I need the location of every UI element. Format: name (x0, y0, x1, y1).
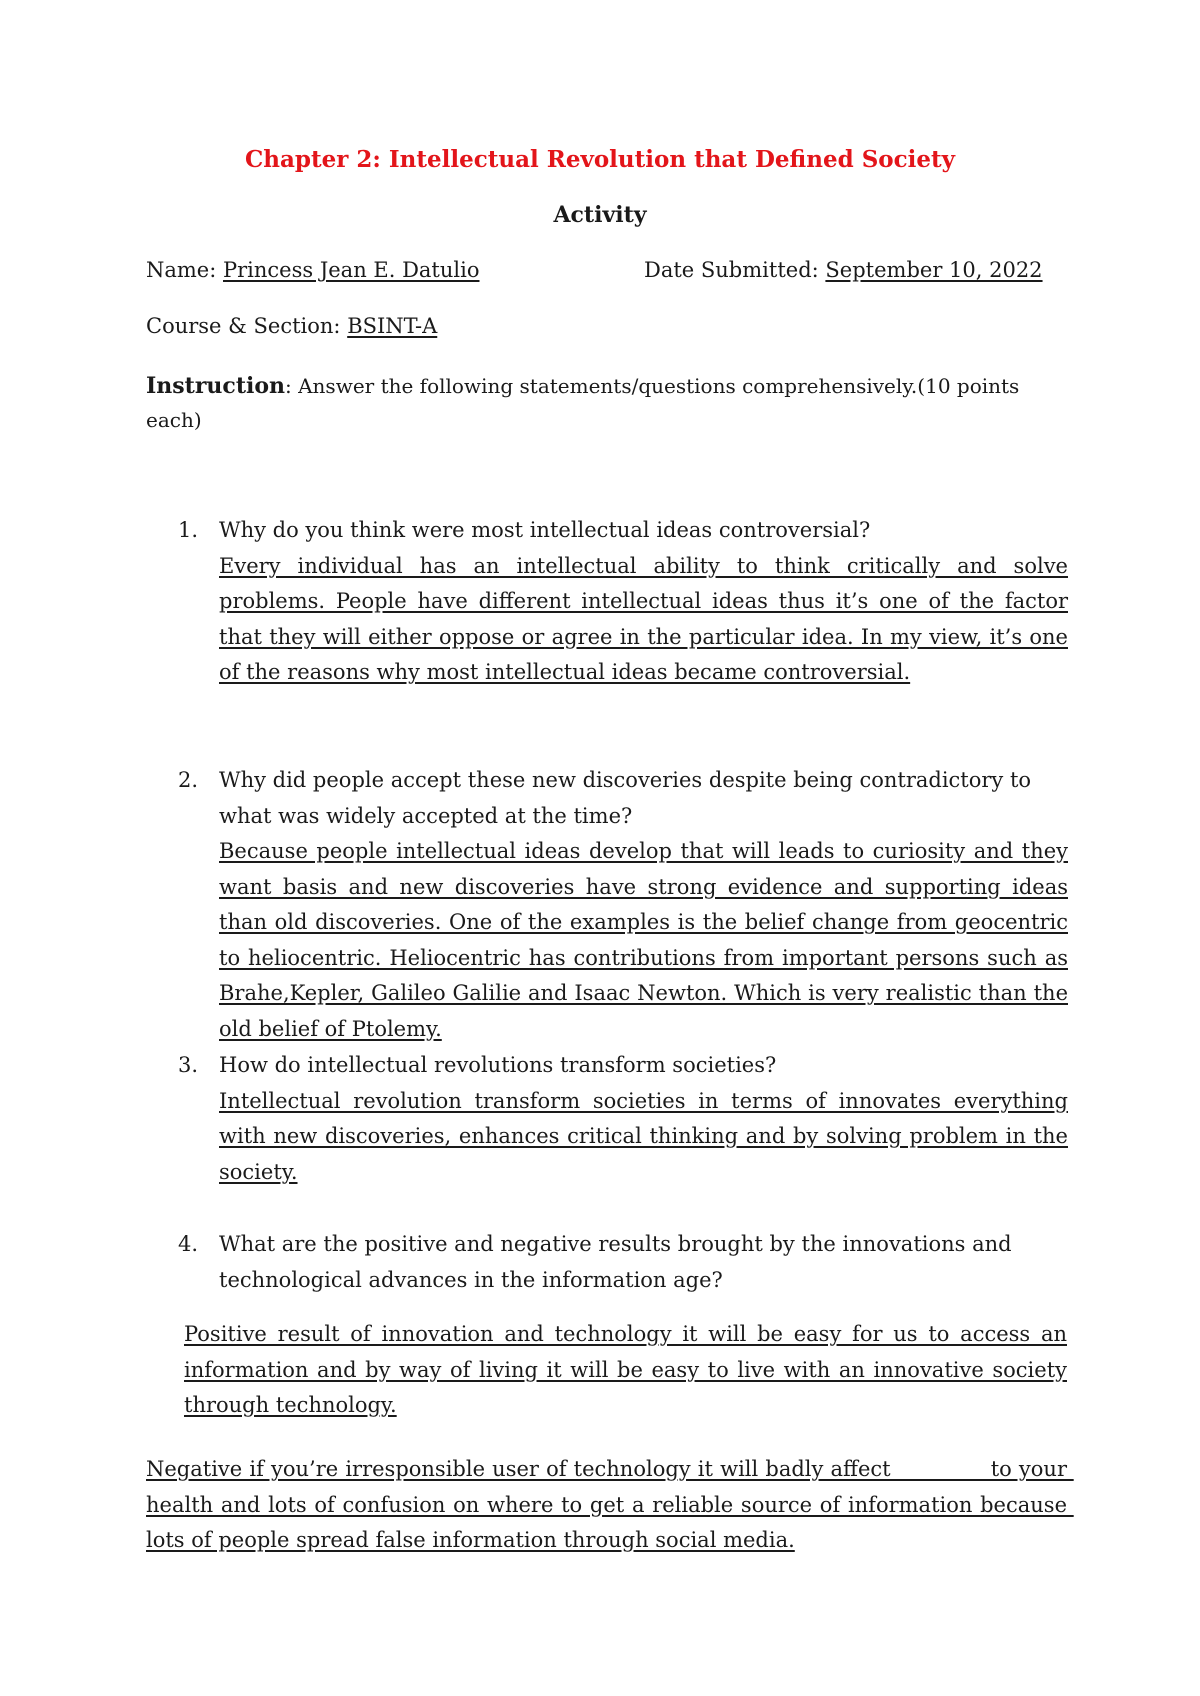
answer-text: Because people intellectual ideas develop that will leads to curiosity and they want basis and new discoveries have strong evidence and supporting ideas than old discoveries. One of the examples is the belief change from geocentric to heliocentric. Heliocentric has contributions from important persons such as Brahe,Kepler, Galileo Galilie and Isaac Newton. Which is very realistic than the old belief of Ptolemy. (219, 839, 1068, 1041)
instruction-block (146, 369, 1066, 437)
date-label: Date Submitted: (644, 258, 819, 282)
course-label: Course & Section: (146, 314, 341, 338)
question-number: 1. (178, 518, 199, 542)
question-item-3 (178, 1048, 1068, 1190)
document-title: Chapter 2: Intellectual Revolution that Defined Society (244, 146, 956, 173)
instruction-text: : Answer the following statements/questions comprehensively.(10 points each) (146, 374, 1020, 432)
document-subtitle: Activity (553, 202, 647, 228)
instruction-label: Instruction (146, 373, 286, 399)
answer-positive: Positive result of innovation and technology it will be easy for us to access an information and by way of living it will be easy to live with an innovative society through technology. (184, 1322, 1067, 1417)
course-line (146, 314, 437, 338)
answer-negative: Negative if you’re irresponsible user of technology it will badly affect to your health and lots of confusion on where to get a reliable source of information because lots of people spread false information through social media. (146, 1457, 1074, 1552)
question-text: How do intellectual revolutions transform societies? (219, 1053, 777, 1077)
date-value: September 10, 2022 (825, 258, 1043, 282)
question-number: 4. (178, 1232, 199, 1256)
course-value: BSINT-A (347, 314, 438, 338)
question-item-1 (178, 513, 1068, 691)
question-text: Why did people accept these new discoveries despite being contradictory to what was widely accepted at the time? (219, 768, 1032, 828)
question-text: What are the positive and negative results brought by the innovations and technological advances in the information age? (219, 1232, 1012, 1292)
question-number: 3. (178, 1053, 199, 1077)
question-number: 2. (178, 768, 199, 792)
name-line (146, 258, 479, 282)
date-line (644, 258, 1043, 282)
question-item-2 (178, 763, 1068, 1047)
name-label: Name: (146, 258, 217, 282)
question-item-4 (178, 1227, 1068, 1298)
question-text: Why do you think were most intellectual ideas controversial? (219, 518, 871, 542)
answer-text: Every individual has an intellectual ability to think critically and solve problems. People have different intellectual ideas thus it’s one of the factor that they will either oppose or agree in the particular idea. In my view, it’s one of the reasons why most intellectual ideas became controversial. (219, 553, 1068, 684)
name-value: Princess Jean E. Datulio (223, 258, 480, 282)
answer-text: Intellectual revolution transform societies in terms of innovates everything with new discoveries, enhances critical thinking and by solving problem in the society. (219, 1088, 1068, 1184)
